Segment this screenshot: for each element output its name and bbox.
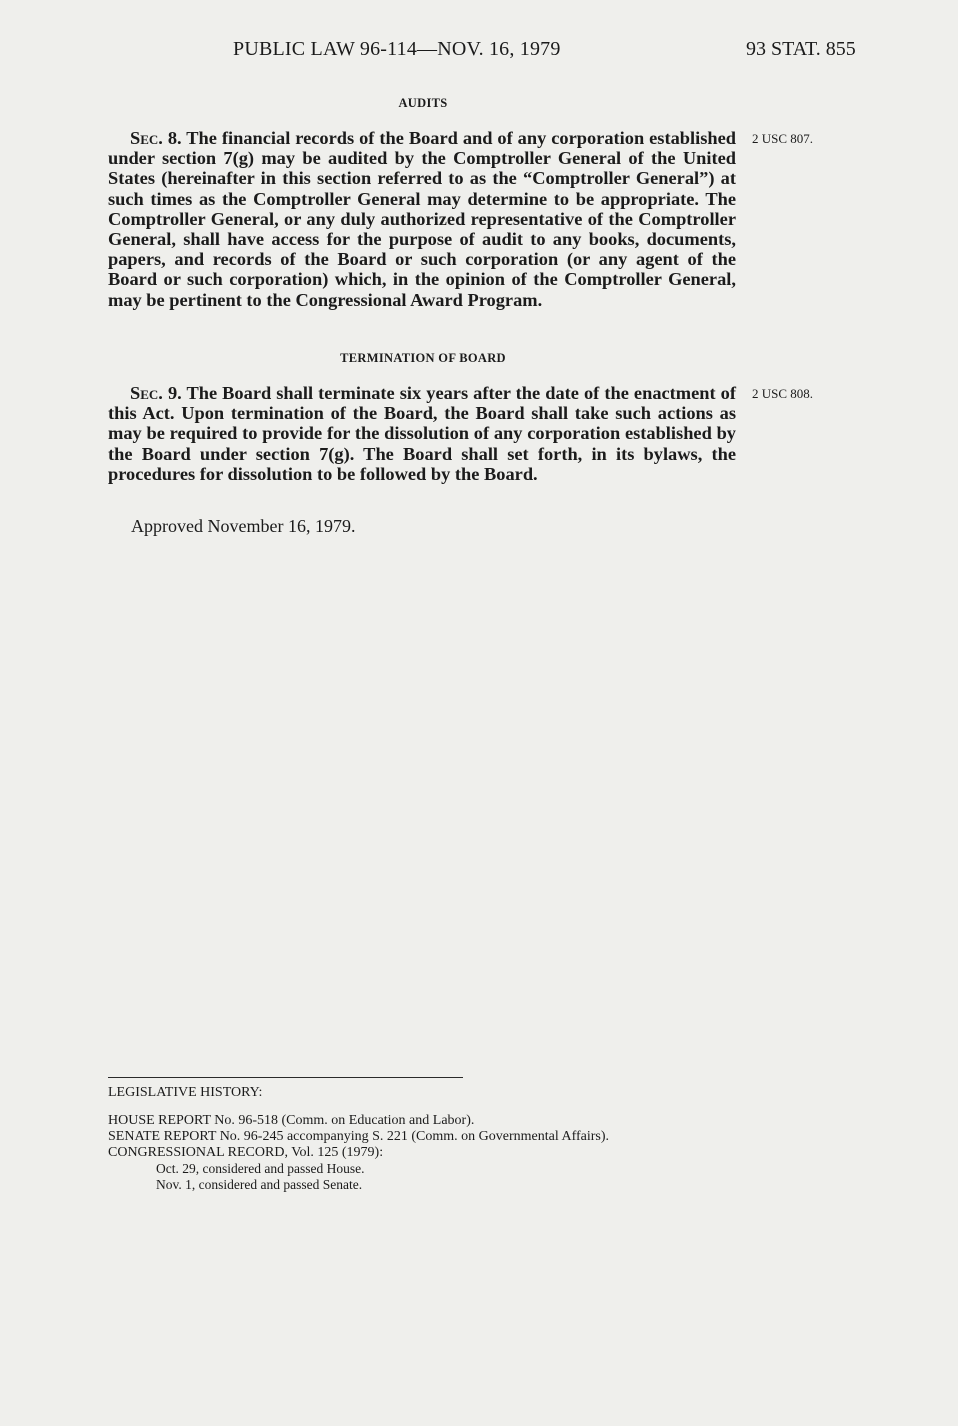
page-header bbox=[0, 38, 958, 68]
header-title: PUBLIC LAW 96-114—NOV. 16, 1979 bbox=[233, 38, 561, 60]
record-entry: Oct. 29, considered and passed House. bbox=[156, 1161, 365, 1176]
section-label: Sec. bbox=[130, 128, 163, 148]
section-8-paragraph bbox=[108, 128, 736, 310]
legislative-history-title: LEGISLATIVE HISTORY: bbox=[108, 1085, 263, 1100]
margin-note-usc-807: 2 USC 807. bbox=[752, 131, 814, 146]
approval-date: Approved November 16, 1979. bbox=[131, 516, 356, 536]
record-entry: Nov. 1, considered and passed Senate. bbox=[156, 1177, 363, 1192]
section-text: The Board shall terminate six years after the date of the enactment of this Act. Upon termination of the Board, the Board shall take such actions as may be required to provide for the dissolution of any corporation established by the Board under section 7(g). The Board shall set forth, in its bylaws, the procedures for dissolution to be followed by the Board. bbox=[108, 383, 736, 484]
header-stat-page: 93 STAT. 855 bbox=[746, 38, 856, 60]
section-number: 8. bbox=[162, 128, 187, 148]
section-9-paragraph bbox=[108, 383, 736, 484]
section-heading-audits: AUDITS bbox=[398, 96, 448, 110]
congressional-record: CONGRESSIONAL RECORD, Vol. 125 (1979): bbox=[108, 1145, 384, 1160]
legislative-history bbox=[108, 1113, 740, 1193]
section-text: The financial records of the Board and of any corporation established under section 7(g) may be audited by the Comptroller General of the United States (hereinafter in this section referred to as the “Comptroller General”) at such times as the Comptroller General may determine to be appropriate. The Comptroller General, or any duly authorized representative of the Comptroller General, shall have access for the purpose of audit to any books, documents, papers, and records of the Board or such corporation (or any agent of the Board or such corporation) which, in the opinion of the Comptroller General, may be pertinent to the Congressional Award Program. bbox=[108, 128, 736, 310]
section-number: 9. bbox=[162, 383, 187, 403]
senate-report: SENATE REPORT No. 96-245 accompanying S. 221 (Comm. on Governmental Affairs). bbox=[108, 1129, 610, 1144]
divider bbox=[108, 1077, 463, 1078]
section-label: Sec. bbox=[130, 383, 163, 403]
section-heading-termination: TERMINATION OF BOARD bbox=[340, 351, 506, 365]
margin-note-usc-808: 2 USC 808. bbox=[752, 386, 814, 401]
house-report: HOUSE REPORT No. 96-518 (Comm. on Education and Labor). bbox=[108, 1113, 475, 1128]
